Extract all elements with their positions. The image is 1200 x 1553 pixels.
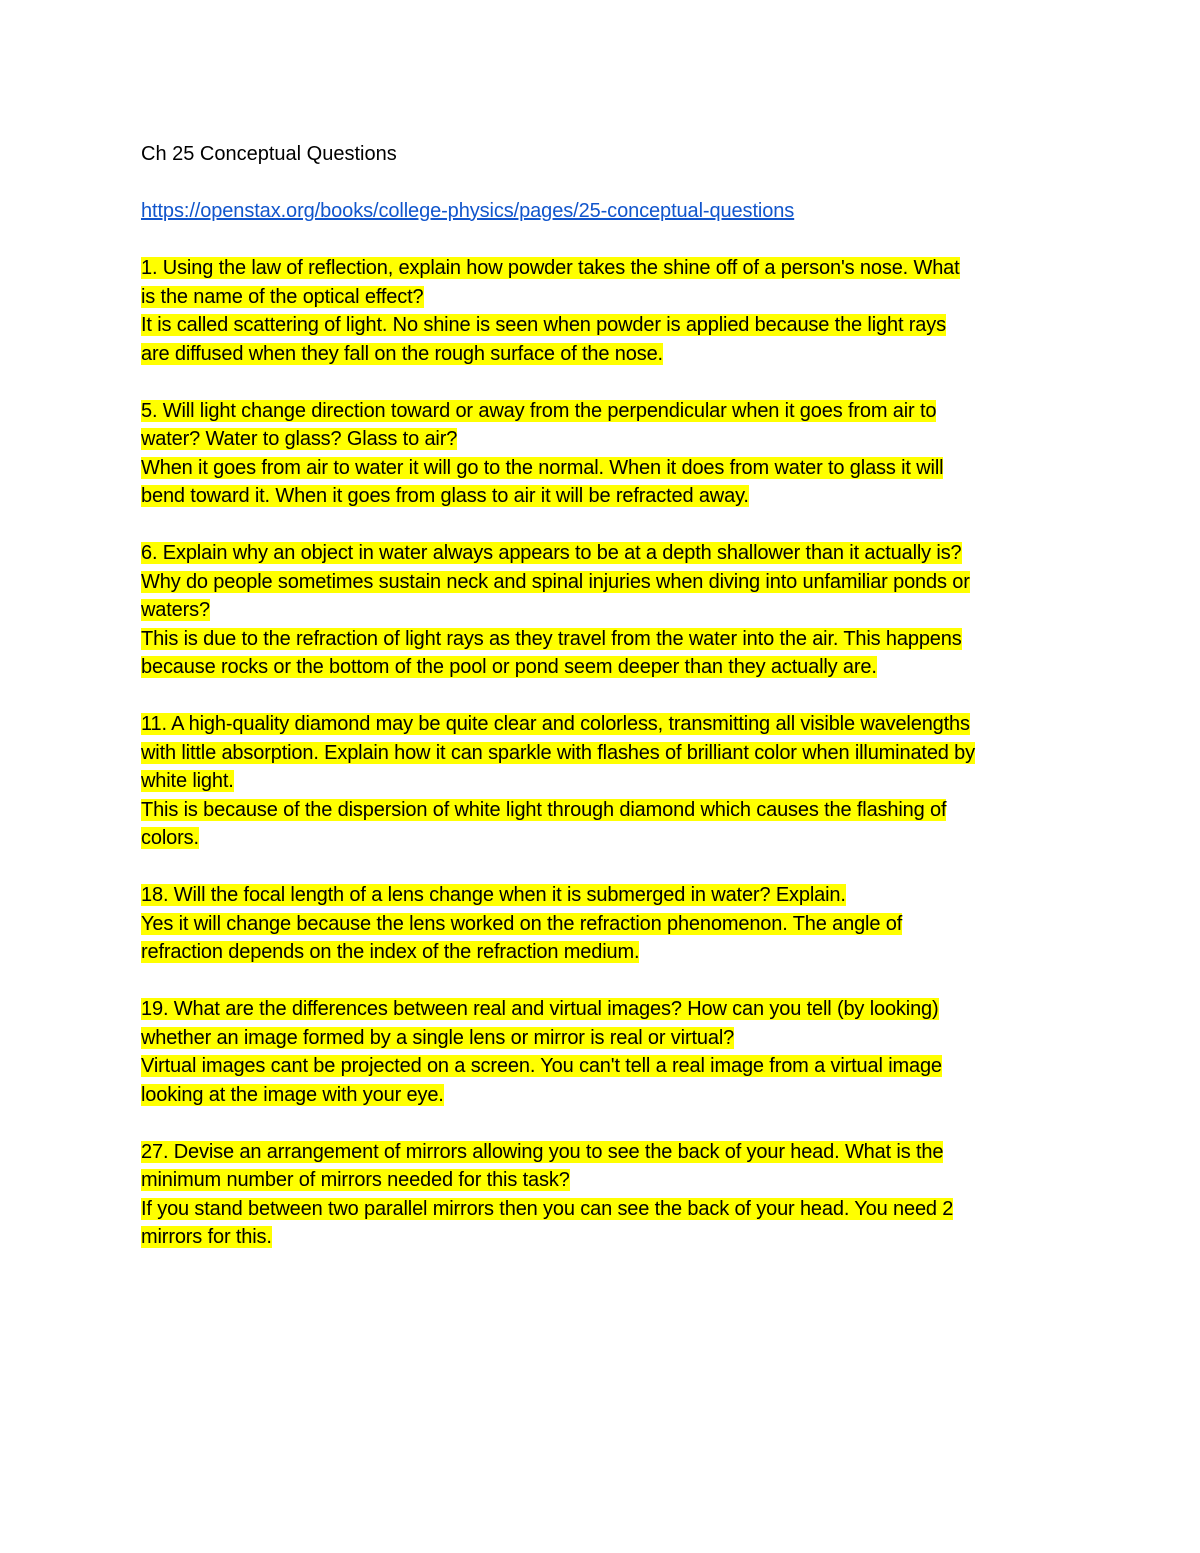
highlighted-text: It is called scattering of light. No shine is seen when powder is applied because the light rays — [141, 314, 946, 336]
highlighted-text: minimum number of mirrors needed for this task? — [141, 1169, 570, 1191]
highlighted-text: are diffused when they fall on the rough surface of the nose. — [141, 342, 663, 365]
qa-line — [141, 1024, 1071, 1053]
highlighted-text: 6. Explain why an object in water always appears to be at a depth shallower than it actually is? — [141, 542, 962, 564]
qa-line — [141, 938, 1071, 967]
qa-line — [141, 1223, 1071, 1252]
qa-item — [141, 254, 1071, 368]
highlighted-text: because rocks or the bottom of the pool or pond seem deeper than they actually are. — [141, 656, 877, 678]
highlighted-text: waters? — [141, 599, 210, 621]
highlighted-text: Virtual images cant be projected on a screen. You can't tell a real image from a virtual image — [141, 1055, 942, 1077]
qa-line — [141, 568, 1071, 597]
qa-line — [141, 254, 1071, 283]
qa-line — [141, 767, 1071, 796]
qa-line — [141, 1081, 1071, 1110]
highlighted-text: looking at the image with your eye. — [141, 1083, 444, 1106]
qa-item — [141, 710, 1071, 853]
qa-line — [141, 454, 1071, 483]
qa-line — [141, 796, 1071, 825]
highlighted-text: 18. Will the focal length of a lens change when it is submerged in water? Explain. — [141, 884, 846, 906]
qa-line — [141, 283, 1071, 312]
highlighted-text: with little absorption. Explain how it can sparkle with flashes of brilliant color when illuminated by — [141, 741, 976, 764]
highlighted-text: colors. — [141, 827, 199, 849]
highlighted-text: Why do people sometimes sustain neck and spinal injuries when diving into unfamiliar ponds or — [141, 570, 970, 593]
qa-line — [141, 1138, 1071, 1167]
highlighted-text: 11. A high-quality diamond may be quite clear and colorless, transmitting all visible wavelengths — [141, 713, 970, 735]
highlighted-text: 5. Will light change direction toward or away from the perpendicular when it goes from air to — [141, 399, 937, 422]
qa-line — [141, 910, 1071, 939]
document-title: Ch 25 Conceptual Questions — [141, 143, 397, 165]
qa-item — [141, 995, 1071, 1109]
qa-line — [141, 739, 1071, 768]
qa-list — [141, 254, 1071, 1252]
qa-item — [141, 1138, 1071, 1252]
highlighted-text: bend toward it. When it goes from glass to air it will be refracted away. — [141, 485, 749, 507]
qa-item — [141, 881, 1071, 967]
spacer — [141, 226, 1071, 255]
highlighted-text: When it goes from air to water it will go to the normal. When it does from water to glass it will — [141, 456, 944, 479]
qa-item — [141, 539, 1071, 682]
highlighted-text: is the name of the optical effect? — [141, 285, 424, 308]
highlighted-text: whether an image formed by a single lens or mirror is real or virtual? — [141, 1026, 735, 1049]
qa-line — [141, 539, 1071, 568]
qa-line — [141, 425, 1071, 454]
qa-line — [141, 824, 1071, 853]
highlighted-text: If you stand between two parallel mirrors then you can see the back of your head. You need 2 — [141, 1197, 954, 1220]
highlighted-text: mirrors for this. — [141, 1226, 272, 1248]
highlighted-text: white light. — [141, 770, 234, 792]
qa-line — [141, 710, 1071, 739]
qa-line — [141, 653, 1071, 682]
qa-line — [141, 995, 1071, 1024]
qa-line — [141, 625, 1071, 654]
qa-line — [141, 1166, 1071, 1195]
highlighted-text: 1. Using the law of reflection, explain how powder takes the shine off of a person's nose. What — [141, 257, 960, 279]
highlighted-text: 19. What are the differences between real and virtual images? How can you tell (by looking) — [141, 998, 939, 1020]
source-link[interactable]: https://openstax.org/books/college-physics/pages/25-conceptual-questions — [141, 200, 795, 222]
qa-line — [141, 1052, 1071, 1081]
qa-line — [141, 1195, 1071, 1224]
document-page — [141, 140, 1071, 1280]
qa-line — [141, 340, 1071, 369]
qa-line — [141, 311, 1071, 340]
qa-line — [141, 397, 1071, 426]
highlighted-text: 27. Devise an arrangement of mirrors allowing you to see the back of your head. What is the — [141, 1140, 944, 1163]
highlighted-text: This is because of the dispersion of white light through diamond which causes the flashing of — [141, 798, 947, 821]
highlighted-text: This is due to the refraction of light rays as they travel from the water into the air. This happens — [141, 627, 962, 650]
qa-item — [141, 397, 1071, 511]
qa-line — [141, 881, 1071, 910]
highlighted-text: refraction depends on the index of the refraction medium. — [141, 941, 640, 963]
highlighted-text: Yes it will change because the lens worked on the refraction phenomenon. The angle of — [141, 912, 903, 935]
qa-line — [141, 482, 1071, 511]
qa-line — [141, 596, 1071, 625]
highlighted-text: water? Water to glass? Glass to air? — [141, 428, 458, 450]
